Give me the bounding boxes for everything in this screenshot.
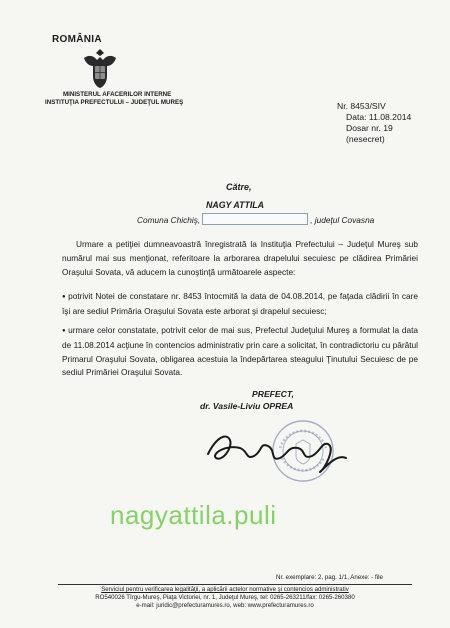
salutation: Către, <box>226 182 252 192</box>
coat-of-arms-icon <box>82 46 118 90</box>
signatory-title: PREFECT, <box>252 389 294 399</box>
reference-block <box>337 101 411 145</box>
footer-address: RO540026 Tîrgu-Mureş, Piaţa Victoriei, nr. 1, Judeţul Mureş, tel: 0265-263211/fax: 0265-260380 <box>95 594 355 601</box>
country-heading: ROMÂNIA <box>52 34 102 45</box>
recipient-locality: Comuna Chichiş, <box>137 215 201 225</box>
signatory-name: dr. Vasile-Liviu OPREA <box>200 401 294 411</box>
registration-number: Nr. 8453/SIV <box>337 101 386 111</box>
file-number: Dosar nr. 19 <box>346 123 393 133</box>
prefecture-name: INSTITUŢIA PREFECTULUI – JUDEŢUL MUREŞ <box>45 99 184 107</box>
body-bullet-2 <box>62 324 418 380</box>
bullet-icon: ● <box>62 294 67 300</box>
bullet-1-text: potrivit Notei de constatare nr. 8453 întocmită la data de 04.08.2014, pe faţada clădirii în care îşi are sediul Primăria Oraşului Sovata este arborat şi drapelul secuiesc; <box>62 291 419 316</box>
footer-department: Serviciul pentru verificarea legalităţii, a aplicării actelor normative şi contencios administrativ <box>101 586 349 593</box>
bullet-icon: ● <box>62 328 67 334</box>
issuing-institution <box>45 91 183 107</box>
recipient-address <box>137 213 374 225</box>
body-paragraph-intro: Urmare a petiţiei dumneavoastră înregistrată la Instituţia Prefectului – Judeţul Mureş sub numărul mai sus menţionat, referitoare la arborarea drapelului secuiesc pe clădirea Primăriei Oraşului Sovata, vă aducem la cunoştinţă următoarele aspecte: <box>62 239 418 277</box>
watermark-text: nagyattila.puli <box>110 500 277 530</box>
redacted-address-box <box>202 213 308 225</box>
footer-divider <box>58 584 412 585</box>
copies-note: Nr. exemplare: 2, pag. 1/1, Anexe: - file <box>276 574 383 581</box>
ministry-name: MINISTERUL AFACERILOR INTERNE <box>63 91 172 98</box>
footer-contact: e-mail: juridic@prefecturamures.ro, web: www.prefecturamures.ro <box>136 602 314 609</box>
classification: (nesecret) <box>346 134 385 144</box>
handwritten-signature-icon <box>196 418 356 474</box>
body-bullet-1 <box>62 290 418 319</box>
recipient-name: NAGY ATTILA <box>206 200 264 210</box>
recipient-county: , judeţul Covasna <box>310 215 375 225</box>
footer <box>40 586 410 610</box>
document-date: Data: 11.08.2014 <box>346 112 412 122</box>
bullet-2-text: urmare celor constatate, potrivit celor de mai sus, Prefectul Judeţului Mureş a formulat la data de 11.08.2014 acţiune în contencios administrativ prin care a solicitat, în contradictoriu cu pârâtul Primarul Oraşului Sovata, obligarea acestuia la îndepărtarea steagului Ţinutului Secuiesc de pe sediul Primăriei Oraşului Sovata. <box>62 325 419 378</box>
